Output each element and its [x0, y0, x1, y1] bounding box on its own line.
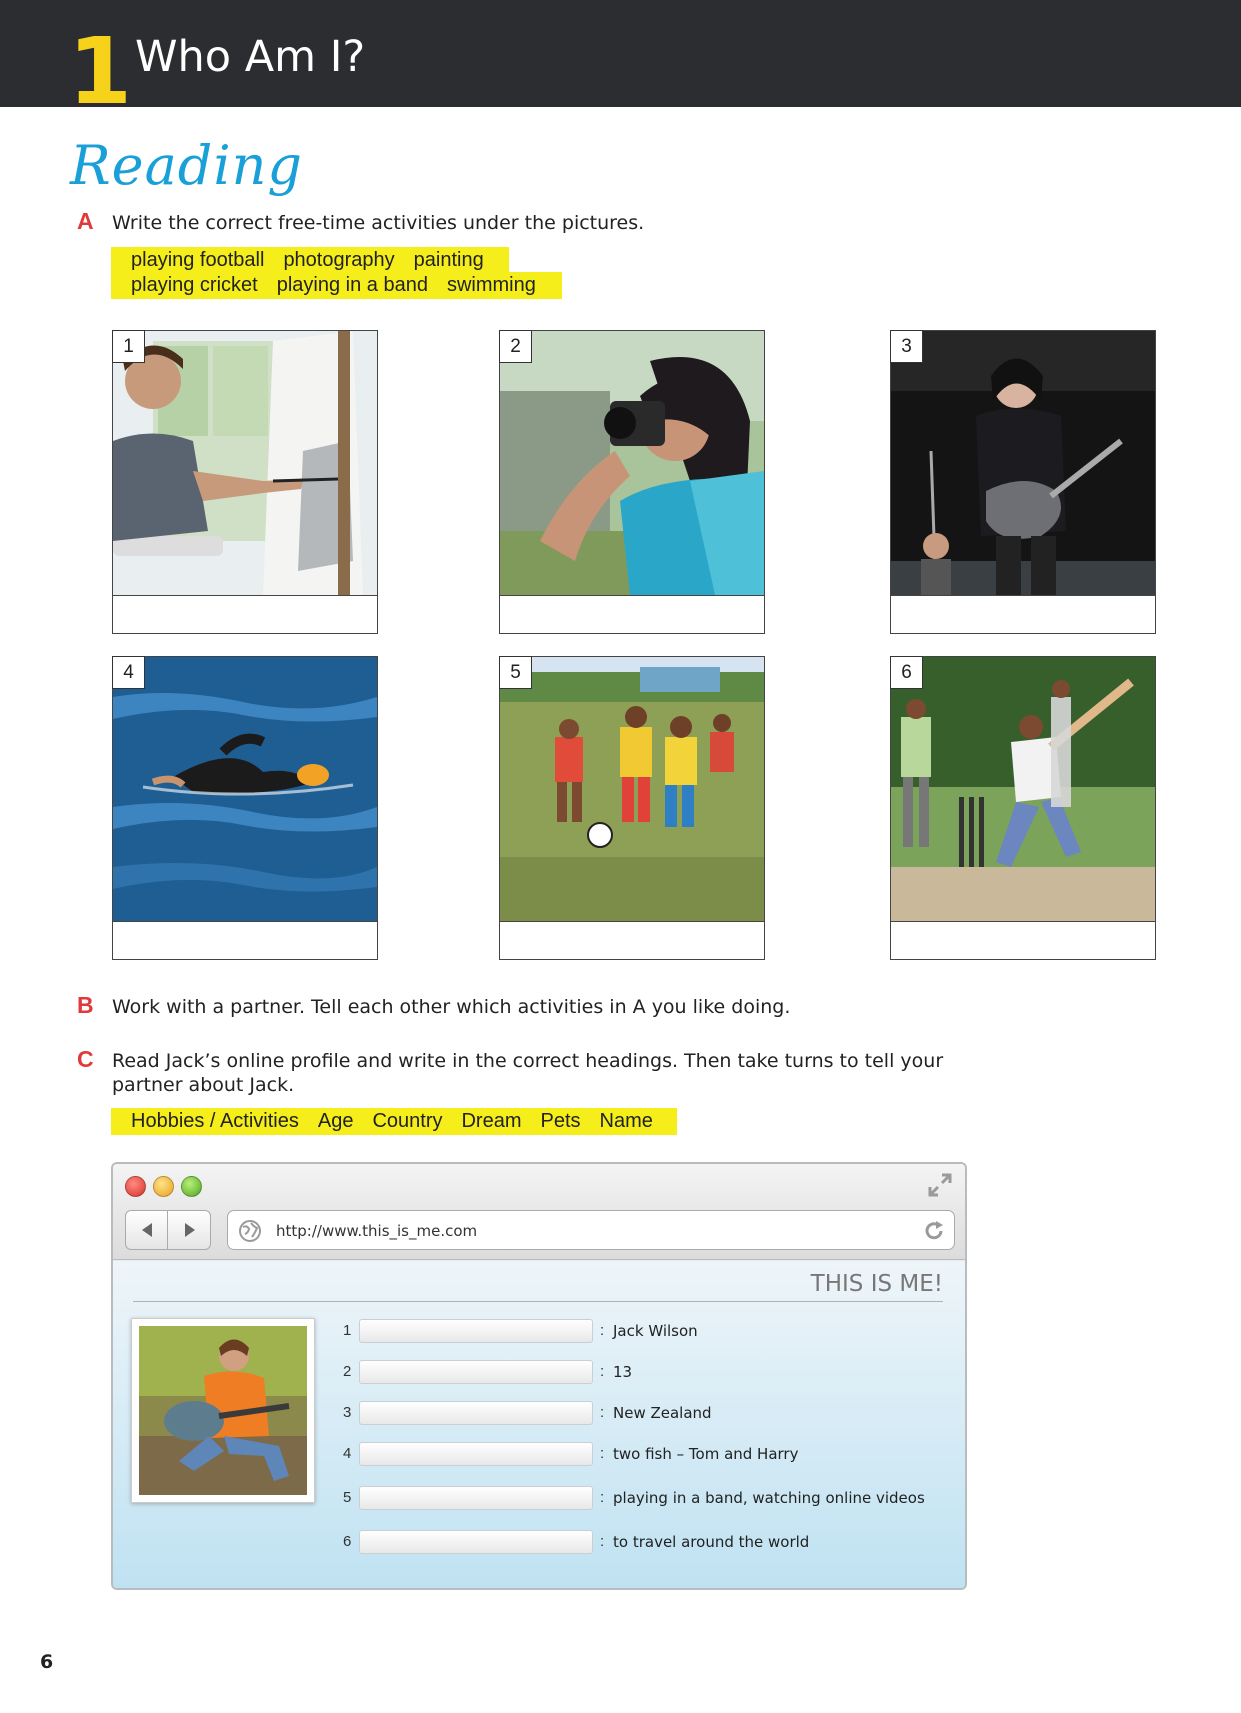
word-item: photography: [283, 249, 395, 271]
colon: :: [600, 1489, 605, 1506]
exercise-a-letter: A: [77, 208, 94, 234]
word-box-a-row2: [111, 272, 562, 299]
heading-input[interactable]: [359, 1442, 593, 1466]
row-value: to travel around the world: [613, 1533, 810, 1551]
answer-field[interactable]: [500, 595, 764, 634]
page-number: 6: [40, 1651, 54, 1673]
picture-4: [112, 656, 378, 960]
word-item: Age: [317, 1110, 354, 1132]
row-number: 1: [343, 1322, 352, 1339]
picture-number: 4: [112, 656, 145, 689]
browser-window: [111, 1162, 967, 1590]
heading-input[interactable]: [359, 1360, 593, 1384]
forward-arrow-icon: [183, 1222, 197, 1238]
profile-row: [343, 1319, 963, 1345]
url-text: http://www.this_is_me.com: [276, 1222, 478, 1240]
row-value: New Zealand: [613, 1404, 712, 1422]
colon: :: [600, 1322, 605, 1339]
picture-number: 3: [890, 330, 923, 363]
profile-row: [343, 1360, 963, 1386]
band-photo: [891, 331, 1155, 595]
row-number: 6: [343, 1533, 352, 1550]
back-button[interactable]: [126, 1211, 168, 1249]
answer-field[interactable]: [500, 921, 764, 960]
picture-3: [890, 330, 1156, 634]
colon: :: [600, 1363, 605, 1380]
cricket-photo: [891, 657, 1155, 921]
answer-field[interactable]: [891, 595, 1155, 634]
picture-number: 6: [890, 656, 923, 689]
nav-buttons: [125, 1210, 211, 1250]
answer-field[interactable]: [891, 921, 1155, 960]
answer-field[interactable]: [113, 595, 377, 634]
heading-input[interactable]: [359, 1319, 593, 1343]
profile-panel: [113, 1261, 965, 1588]
swimming-photo: [113, 657, 377, 921]
row-number: 2: [343, 1363, 352, 1380]
photography-photo: [500, 331, 764, 595]
row-number: 5: [343, 1489, 352, 1506]
picture-number: 2: [499, 330, 532, 363]
profile-row: [343, 1401, 963, 1427]
word-box-a-row1: [111, 247, 509, 274]
word-item: painting: [413, 249, 484, 271]
football-photo: [500, 657, 764, 921]
exercise-c-instruction-line2: partner about Jack.: [112, 1074, 295, 1096]
address-bar[interactable]: [227, 1210, 955, 1250]
picture-2: [499, 330, 765, 634]
word-item: Dream: [461, 1110, 522, 1132]
row-number: 4: [343, 1445, 352, 1462]
forward-button[interactable]: [169, 1211, 211, 1249]
row-value: 13: [613, 1363, 633, 1381]
colon: :: [600, 1445, 605, 1462]
divider: [133, 1301, 943, 1302]
refresh-icon[interactable]: [922, 1219, 946, 1243]
heading-input[interactable]: [359, 1401, 593, 1425]
exercise-b-letter: B: [77, 992, 94, 1018]
unit-title: Who Am I?: [135, 32, 366, 82]
picture-5: [499, 656, 765, 960]
profile-row: [343, 1486, 963, 1512]
heading-input[interactable]: [359, 1530, 593, 1554]
picture-1: [112, 330, 378, 634]
globe-icon: [238, 1219, 262, 1243]
profile-row: [343, 1530, 963, 1556]
colon: :: [600, 1533, 605, 1550]
maximize-window-button[interactable]: [181, 1176, 202, 1197]
exercise-c-letter: C: [77, 1046, 94, 1072]
unit-header: [0, 0, 1241, 125]
browser-toolbar: [113, 1164, 965, 1260]
row-value: playing in a band, watching online videos: [613, 1489, 925, 1507]
expand-icon[interactable]: [927, 1172, 953, 1198]
row-number: 3: [343, 1404, 352, 1421]
colon: :: [600, 1404, 605, 1421]
exercise-b-instruction: Work with a partner. Tell each other which activities in A you like doing.: [112, 996, 791, 1018]
word-item: playing football: [131, 249, 265, 271]
word-item: playing cricket: [131, 274, 258, 296]
profile-photo: [131, 1318, 315, 1503]
section-heading: Reading: [70, 134, 303, 197]
word-item: swimming: [446, 274, 536, 296]
picture-6: [890, 656, 1156, 960]
exercise-c-instruction-line1: Read Jack’s online profile and write in the correct headings. Then take turns to tell your: [112, 1050, 944, 1072]
picture-number: 5: [499, 656, 532, 689]
row-value: Jack Wilson: [613, 1322, 698, 1340]
profile-row: [343, 1442, 963, 1468]
heading-input[interactable]: [359, 1486, 593, 1510]
picture-number: 1: [112, 330, 145, 363]
word-box-c: [111, 1108, 677, 1135]
unit-number: 1: [68, 18, 133, 125]
word-item: Country: [372, 1110, 443, 1132]
guitar-boy-photo: [139, 1326, 307, 1495]
row-value: two fish – Tom and Harry: [613, 1445, 799, 1463]
word-item: Name: [599, 1110, 653, 1132]
exercise-a-instruction: Write the correct free-time activities under the pictures.: [112, 212, 645, 234]
word-item: Pets: [540, 1110, 581, 1132]
close-window-button[interactable]: [125, 1176, 146, 1197]
minimize-window-button[interactable]: [153, 1176, 174, 1197]
word-item: Hobbies / Activities: [131, 1110, 299, 1132]
back-arrow-icon: [140, 1222, 154, 1238]
painting-photo: [113, 331, 377, 595]
word-item: playing in a band: [276, 274, 428, 296]
profile-title: THIS IS ME!: [810, 1271, 943, 1297]
answer-field[interactable]: [113, 921, 377, 960]
